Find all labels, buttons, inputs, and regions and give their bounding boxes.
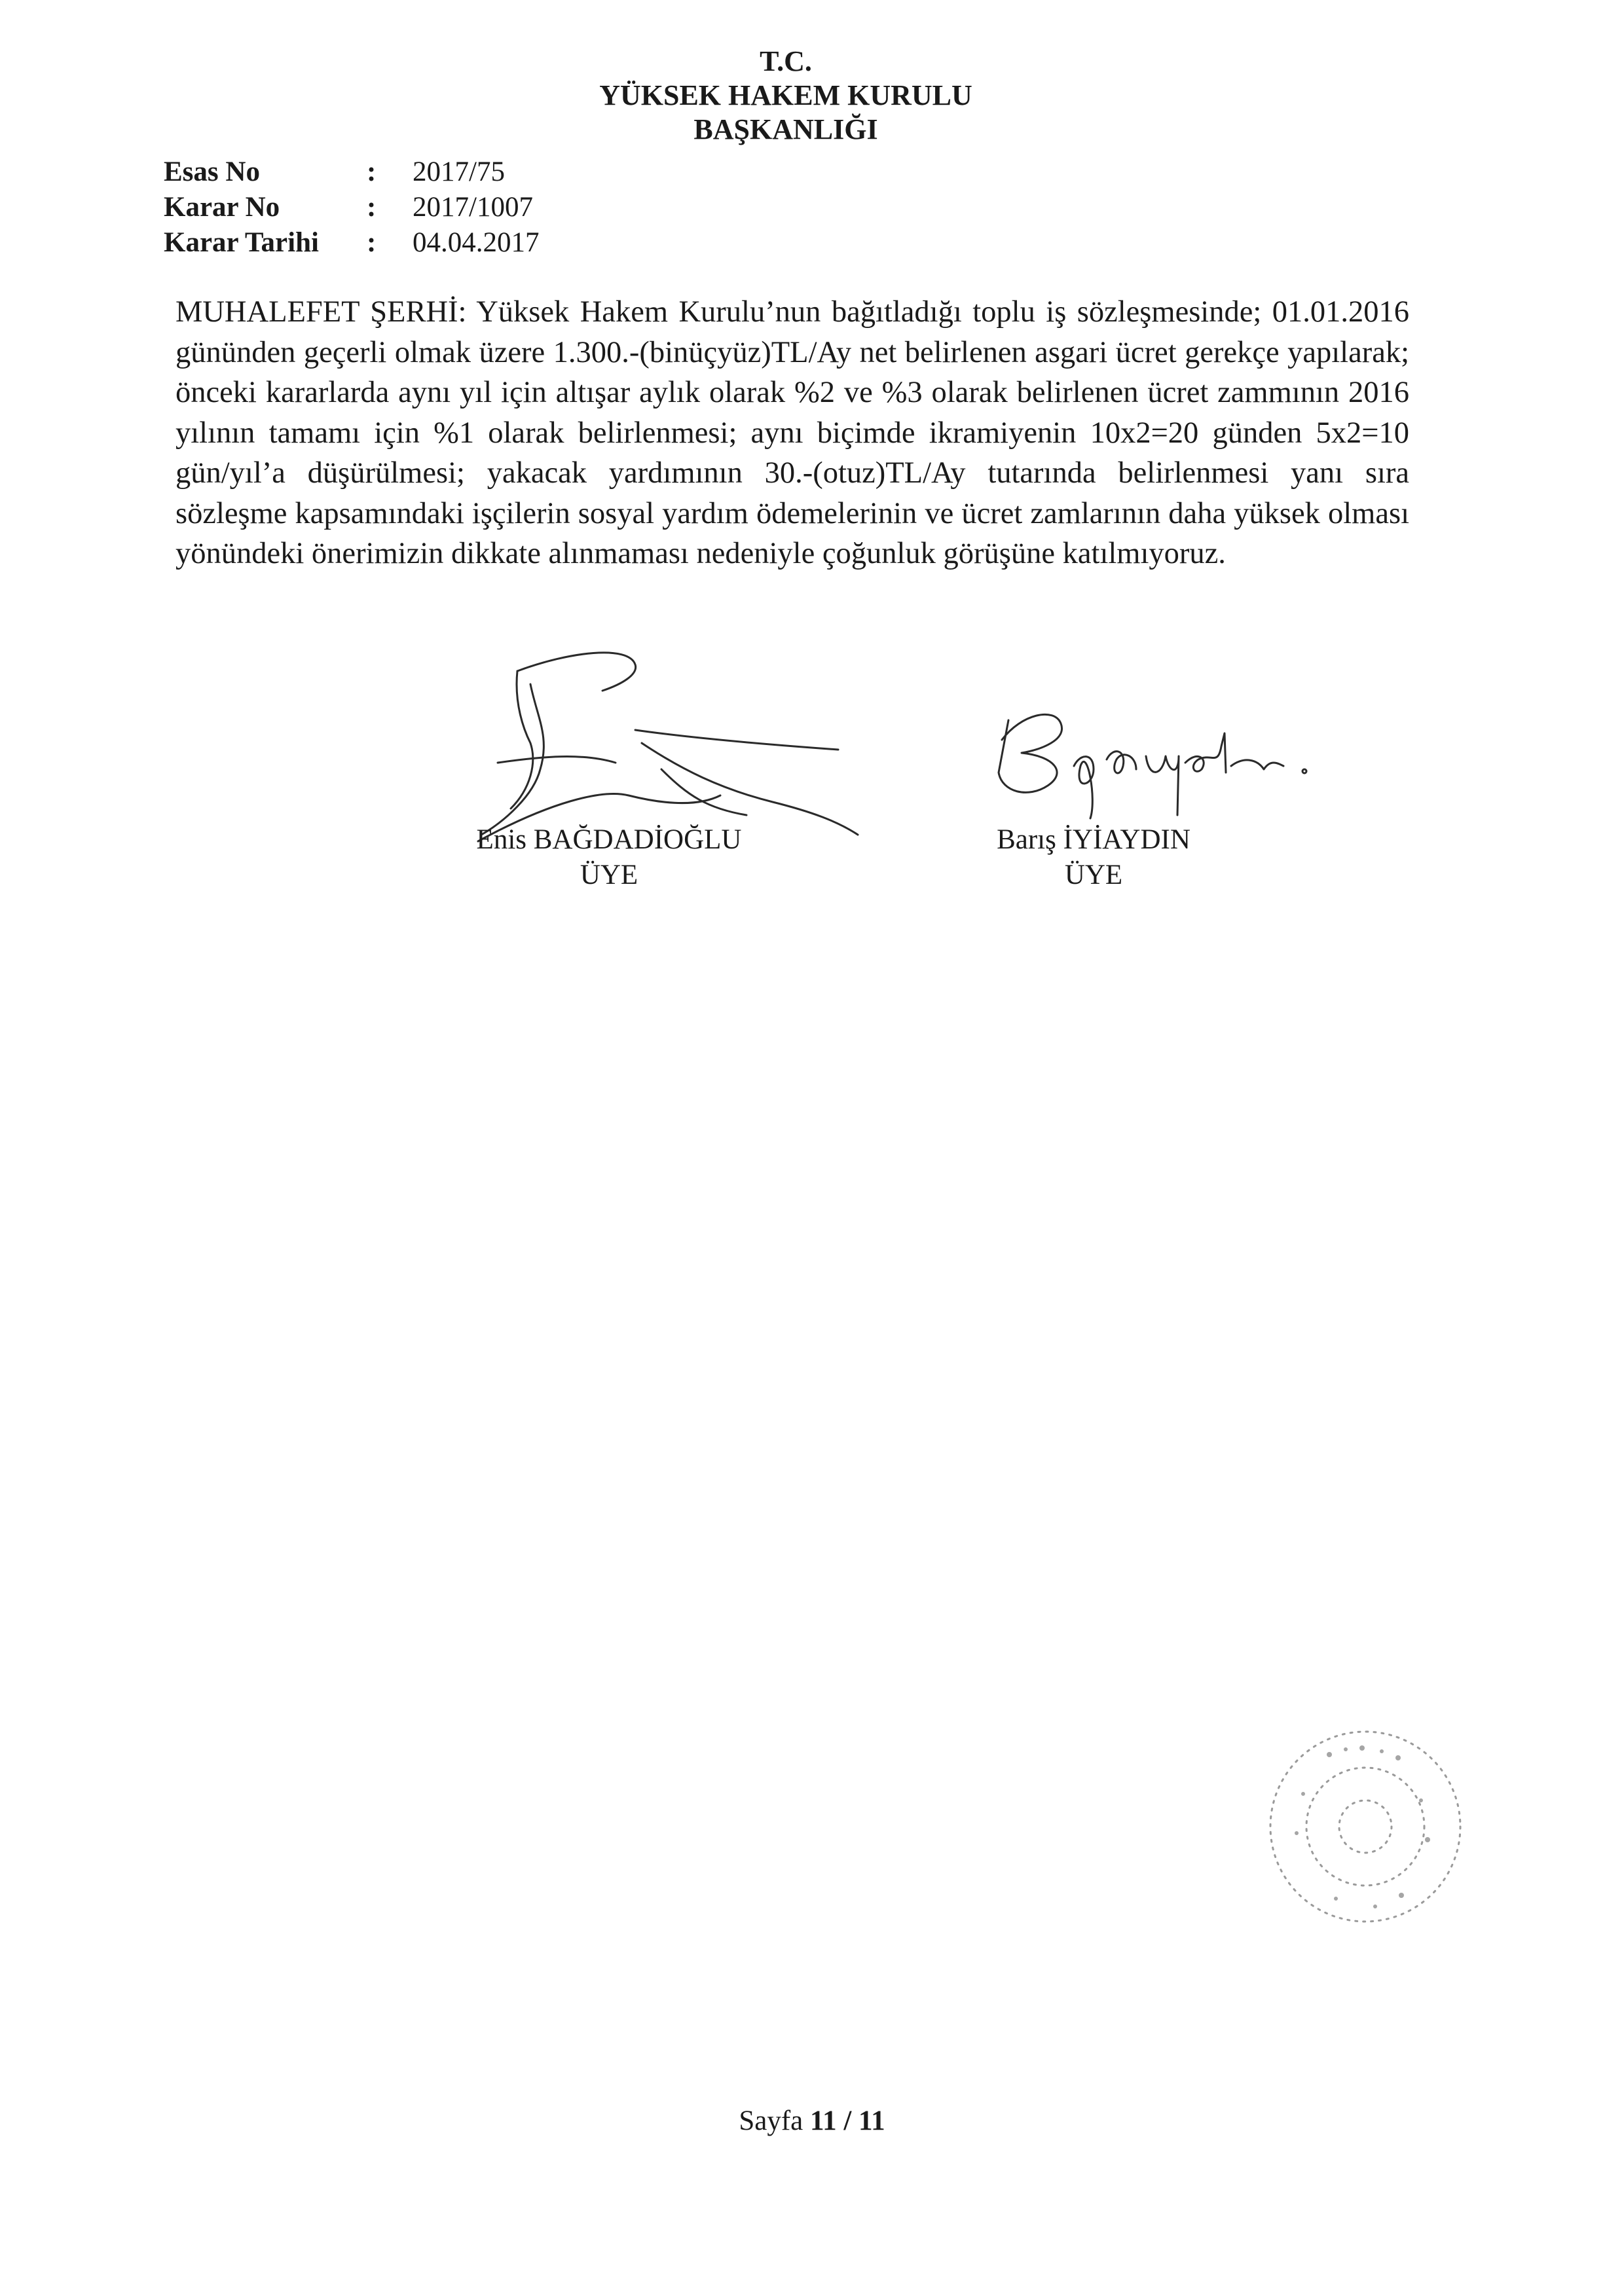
karar-tarihi-colon: :	[367, 227, 377, 258]
karar-tarihi-label: Karar Tarihi	[164, 227, 319, 258]
page-number: 11 / 11	[809, 2105, 885, 2136]
official-seal-stamp	[1225, 1702, 1500, 1951]
karar-tarihi-value: 04.04.2017	[413, 227, 540, 258]
header-presidency: BAŞKANLIĞI	[693, 113, 878, 145]
signature-1-name: Enis BAĞDADİOĞLU	[476, 824, 742, 855]
page-number-footer	[707, 2105, 917, 2137]
signature-1-role: ÜYE	[580, 860, 638, 890]
karar-no-label: Karar No	[164, 192, 280, 223]
signature-2-name: Barış İYİAYDIN	[997, 824, 1190, 855]
esas-no-colon: :	[367, 156, 377, 187]
karar-no-colon: :	[367, 192, 377, 223]
karar-no-value: 2017/1007	[413, 192, 533, 223]
page-prefix: Sayfa	[739, 2105, 803, 2136]
signature-2-role: ÜYE	[1064, 860, 1123, 890]
header-tc: T.C.	[760, 45, 812, 77]
header-institution: YÜKSEK HAKEM KURULU	[599, 79, 972, 111]
signature-2-handwriting	[982, 694, 1323, 825]
esas-no-label: Esas No	[164, 156, 260, 187]
esas-no-value: 2017/75	[413, 156, 505, 187]
dissent-paragraph: MUHALEFET ŞERHİ: Yüksek Hakem Kurulu’nun bağıtladığı toplu iş sözleşmesinde; 01.01.2016 gününden geçerli olmak üzere 1.300.-(binüçyüz)TL/Ay net belirlenen asgari ücret gerekçe yapılarak; önceki kararlarda aynı yıl için altışar aylık olarak %2 ve %3 olarak belirlenen ücret zammının 2016 yılının tamamı için %1 olarak belirlenmesi; aynı biçimde ikramiyenin 10x2=20 günden 5x2=10 gün/yıl’a düşürülmesi; yakacak yardımının 30.-(otuz)TL/Ay tutarında belirlenmesi yanı sıra sözleşme kapsamındaki işçilerin sosyal yardım ödemelerinin ve ücret zamlarının daha yüksek olması yönündeki önerimizin dikkate alınmaması nedeniyle çoğunluk görüşüne katılmıyoruz.	[175, 295, 1409, 570]
